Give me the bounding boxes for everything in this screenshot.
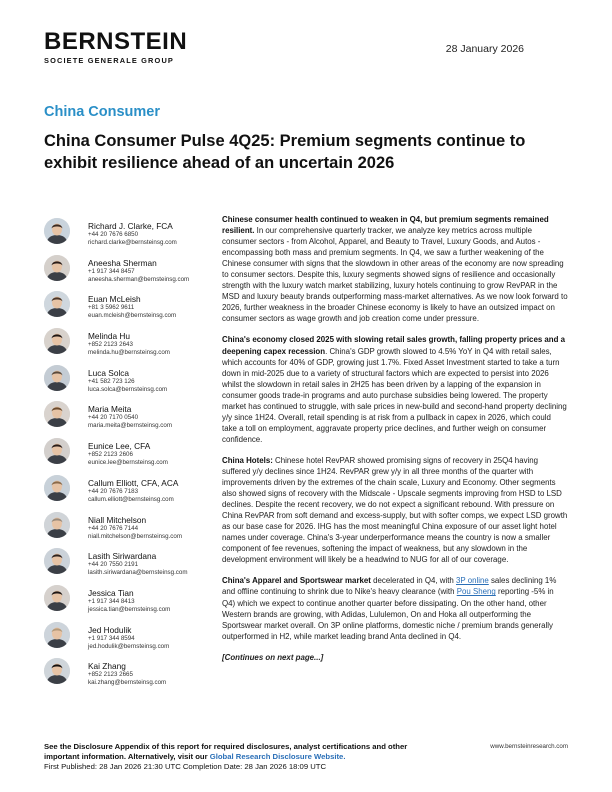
analyst-name: Maria Meita <box>88 404 132 415</box>
analyst-phone: +44 20 7170 0540 <box>88 414 139 422</box>
footer-disclosure <box>44 742 444 773</box>
analyst-entry <box>44 326 214 363</box>
analyst-photo <box>44 585 70 611</box>
analyst-phone: +852 2123 2643 <box>88 341 133 349</box>
paragraph-lead: China Hotels: <box>222 455 273 465</box>
analyst-photo <box>44 365 70 391</box>
analyst-entry <box>44 253 214 290</box>
analyst-photo <box>44 291 70 317</box>
analyst-name: Euan McLeish <box>88 294 141 305</box>
publication-dates: First Published: 28 Jan 2026 21:30 UTC Completion Date: 28 Jan 2026 18:09 UTC <box>44 762 327 772</box>
analyst-photo <box>44 218 70 244</box>
analyst-phone: +41 582 723 126 <box>88 377 135 385</box>
paragraph-lead: China's economy closed 2025 with slowing retail sales growth, falling property prices and a deepening capex recession <box>222 335 566 356</box>
analyst-email[interactable]: melinda.hu@bernsteinsg.com <box>88 349 170 357</box>
analyst-phone: +852 2123 2606 <box>88 451 133 459</box>
analyst-photo <box>44 548 70 574</box>
report-date: 28 January 2026 <box>445 43 524 55</box>
disclosure-website-link[interactable]: Global Research Disclosure Website. <box>209 752 346 762</box>
analyst-name: Niall Mitchelson <box>88 514 147 525</box>
analyst-email[interactable]: lasith.siriwardana@bernsteinsg.com <box>88 569 188 577</box>
analyst-name: Kai Zhang <box>88 661 126 672</box>
analyst-email[interactable]: kai.zhang@bernsteinsg.com <box>88 679 167 687</box>
analyst-photo <box>44 475 70 501</box>
analyst-email[interactable]: richard.clarke@bernsteinsg.com <box>88 239 177 246</box>
analyst-email[interactable]: jessica.tian@bernsteinsg.com <box>88 605 171 613</box>
analyst-entry <box>44 620 214 657</box>
analyst-name: Luca Solca <box>88 367 130 378</box>
analyst-phone: +44 20 7550 2191 <box>88 561 139 569</box>
logo-wordmark: BERNSTEIN <box>44 28 188 55</box>
analyst-phone: +1 917 344 8594 <box>88 634 135 642</box>
link-pou-sheng[interactable]: Pou Sheng <box>456 587 496 597</box>
analyst-email[interactable]: maria.meita@bernsteinsg.com <box>88 422 172 430</box>
analyst-photo <box>44 512 70 538</box>
analyst-email[interactable]: niall.mitchelson@bernsteinsg.com <box>88 532 182 540</box>
analyst-email[interactable]: euan.mcleish@bernsteinsg.com <box>88 312 177 320</box>
analyst-list <box>44 216 214 693</box>
analyst-name: Callum Elliott, CFA, ACA <box>88 477 179 488</box>
analyst-name: Lasith Siriwardana <box>88 551 157 562</box>
bernstein-logo <box>44 30 187 65</box>
analyst-phone: +81 3 5962 9611 <box>88 304 135 312</box>
analyst-entry <box>44 363 214 400</box>
logo-subtitle: SOCIETE GENERALE GROUP <box>44 56 175 65</box>
analyst-photo <box>44 255 70 281</box>
report-body <box>222 214 568 673</box>
analyst-entry <box>44 216 214 253</box>
paragraph-economy <box>222 334 568 444</box>
analyst-email[interactable]: jed.hodulik@bernsteinsg.com <box>88 642 170 650</box>
paragraph-text: reporting -5% in Q4) which we expect to continue another quarter before dissipating. On the other hand, other Western brands are growing, with Adidas, Lululemon, On and Hoka all outperforming the Sportswear market overall. On 3P online platforms, domestic niche / premium brands generally outperformed in H2, while market leading brand Anta declined in Q4. <box>222 587 554 641</box>
analyst-entry <box>44 473 214 510</box>
link-3p-online[interactable]: 3P online <box>456 576 489 586</box>
analyst-phone: +1 917 344 8457 <box>88 267 135 275</box>
analyst-photo <box>44 401 70 427</box>
analyst-name: Jessica Tian <box>88 587 134 598</box>
paragraph-consumer-health <box>222 214 568 324</box>
website-url[interactable]: www.bernsteinresearch.com <box>490 743 568 750</box>
analyst-email[interactable]: callum.elliott@bernsteinsg.com <box>88 495 174 503</box>
paragraph-lead: Chinese consumer health continued to weaken in Q4, but premium segments remained resilient. <box>222 215 549 236</box>
analyst-name: Richard J. Clarke, FCA <box>88 221 173 231</box>
analyst-phone: +852 2123 2665 <box>88 671 133 679</box>
disclosure-text: See the Disclosure Appendix of this report for required disclosures, analyst certifications and other important information. Alternatively, visit our <box>44 742 408 762</box>
analyst-name: Eunice Lee, CFA <box>88 441 151 452</box>
analyst-email[interactable]: eunice.lee@bernsteinsg.com <box>88 459 168 467</box>
analyst-phone: +44 20 7676 7183 <box>88 487 139 495</box>
analyst-entry <box>44 399 214 436</box>
analyst-phone: +44 20 7676 6850 <box>88 231 139 238</box>
paragraph-text: Chinese hotel RevPAR showed promising signs of recovery in 25Q4 having suffered y/y declines since 1H24. RevPAR grew y/y in all three months of the quarter with improvements driven by the extremes of the chain scale, Luxury and Economy. Other segments also showed signs of recovery with the Midscale - Upscale segments improving from HSD to LSD declines. Despite the recent recovery, we do not expect a significant rebound. With pressure on China RevPAR from soft demand and excess-supply, but with softer comps, we expect LSD growth as our base case for 2026. IHG has the most meaningful China exposure of our asset light hotel names under coverage. China's 3-year underperformance means the country is now a smaller component of fee revenues, softening the impact of weakness, but any slowdown in the development environment will likely be a headwind to NUG for all of our coverage. <box>222 455 568 565</box>
analyst-entry <box>44 583 214 620</box>
paragraph-text: decelerated in Q4, with <box>370 576 457 586</box>
paragraph-text: . China's GDP growth slowed to 4.5% YoY in Q4 with retail sales, which accounts for 40% of GDP, growing just 1.7%. Fixed Asset Investment started to take a turn down in mid-2025 due to a variety of structural factors which are expected to persist into 2026 whilst the slowdown in retail sales in 2H25 has been driven by a lapping of the expansion in consumer goods trade-in programs and auto purchase subsidies being lowered. The property market has continued to struggle, with sale prices in new-build and second-hand property declining y/y since 1H24. Overall, retail spending is at risk from a pullback in capex in 2026, which could take a toll on employment, aggravate property price declines, and further weigh on consumer confidence. <box>222 346 567 444</box>
analyst-photo <box>44 658 70 684</box>
analyst-entry <box>44 436 214 473</box>
analyst-entry <box>44 289 214 326</box>
analyst-email[interactable]: luca.solca@bernsteinsg.com <box>88 385 168 393</box>
analyst-entry <box>44 656 214 693</box>
analyst-name: Aneesha Sherman <box>88 257 157 268</box>
analyst-name: Melinda Hu <box>88 331 130 342</box>
analyst-photo <box>44 438 70 464</box>
analyst-email[interactable]: aneesha.sherman@bernsteinsg.com <box>88 275 190 283</box>
section-title: China Consumer <box>44 104 161 120</box>
analyst-phone: +1 917 344 8413 <box>88 597 135 605</box>
continued-note: [Continues on next page...] <box>222 652 324 662</box>
analyst-photo <box>44 328 70 354</box>
report-title: China Consumer Pulse 4Q25: Premium segments continue to exhibit resilience ahead of an uncertain 2026 <box>44 132 526 172</box>
paragraph-text: sales declining 1% and offline continuing to shrink due to Nike's heavy clearance (with <box>222 576 557 597</box>
analyst-name: Jed Hodulik <box>88 624 132 635</box>
analyst-entry <box>44 510 214 547</box>
analyst-entry <box>44 546 214 583</box>
analyst-phone: +44 20 7676 7144 <box>88 524 139 532</box>
paragraph-text: In our comprehensive quarterly tracker, we analyze key metrics across multiple consumer sectors - from Alcohol, Apparel, and Beauty to Travel, Luxury Goods, and Autos - encompassing both mass and premium segments. In Q4, we saw a further weakening of the Chinese consumer with signs that the slowdown in other areas of the economy are now spreading to consumer sectors. Despite this, luxury segments showed signs of resilience and occasionally strength with the luxury watch market stabilizing, luxury hotels continuing to grow RevPAR in the MSD and luxury beauty brands outperforming mass-market alternatives. As we now look forward to 2026, further weakness in the broader Chinese economy is likely to have an outsized impact on consumer sectors as wage growth and job creation come under pressure. <box>222 226 568 324</box>
paragraph-hotels <box>222 455 568 565</box>
paragraph-apparel <box>222 575 568 641</box>
analyst-photo <box>44 622 70 648</box>
paragraph-lead: China's Apparel and Sportswear market <box>222 576 371 586</box>
